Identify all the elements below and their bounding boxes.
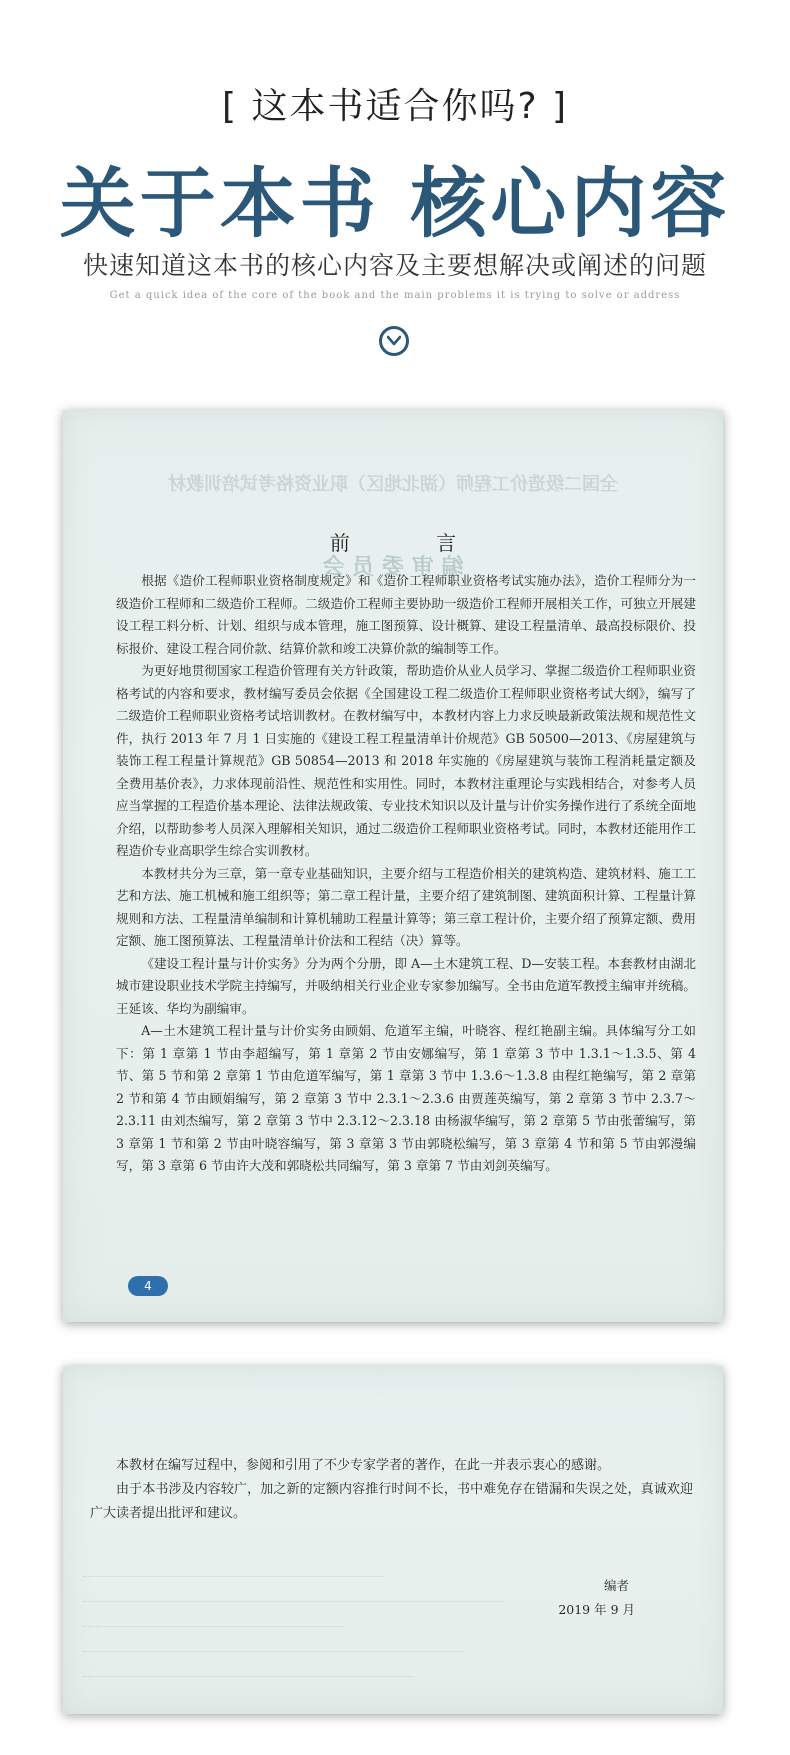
acknowledgement-paragraph: 由于本书涉及内容较广，加之新的定额内容推行时间不长，书中难免存在错漏和失误之处，真诚欢迎广大读者提出批评和建议。	[90, 1482, 693, 1521]
book-page-scan-preface	[63, 410, 723, 1322]
preface-paragraph: 本教材共分为三章，第一章专业基础知识，主要介绍与工程造价相关的建筑构造、建筑材料、施工工艺和方法、施工机械和施工组织等；第二章工程计量，主要介绍了建筑制图、建筑面积计算、工程量计算规则和方法、工程量清单编制和计算机辅助工程量计算等；第三章工程计价，主要介绍了预算定额、费用定额、施工图预算法、工程量清单计价法和工程结（决）算等。	[116, 865, 696, 948]
section-tag: [ 这本书适合你吗? ]	[221, 86, 569, 127]
section-description-en: Get a quick idea of the core of the book and the main problems it is trying to solve or address	[109, 290, 681, 301]
page-title: 关于本书 核心内容	[59, 159, 731, 248]
signature-block	[558, 1574, 635, 1622]
acknowledgement-body	[90, 1454, 693, 1526]
section-description: 快速知道这本书的核心内容及主要想解决或阐述的问题	[82, 251, 707, 280]
signature-author: 编者	[603, 1578, 629, 1593]
chevron-down-icon	[387, 335, 401, 347]
signature-date: 2019 年 9 月	[558, 1602, 635, 1617]
acknowledgement-paragraph: 本教材在编写过程中，参阅和引用了不少专家学者的著作，在此一并表示衷心的感谢。	[116, 1458, 611, 1473]
page-number-badge: 4	[128, 1276, 168, 1296]
preface-body	[116, 570, 696, 1178]
scroll-down-button[interactable]	[379, 326, 409, 356]
book-page-scan-acknowledgement	[63, 1366, 723, 1714]
bleed-through-text: 编 审 委 员 会	[322, 555, 464, 580]
preface-paragraph: 为更好地贯彻国家工程造价管理有关方针政策，帮助造价从业人员学习、掌握二级造价工程师职业资格考试的内容和要求，教材编写委员会依据《全国建设工程二级造价工程师职业资格考试大纲》，编写了二级造价工程师职业资格考试培训教材。在教材编写中，本教材内容上力求反映最新政策法规和规范性文件，执行 2013 年 7 月 1 日实施的《建设工程工程量清单计价规范》GB 50500—2013、《房屋建筑与装饰工程工程量计算规范》GB 50854—2013 和 2018 年实施的《房屋建筑与装饰工程消耗量定额及全费用基价表》，力求体现前沿性、规范性和实用性。同时，本教材注重理论与实践相结合，对参考人员应当掌握的工程造价基本理论、法律法规政策、专业技术知识以及计量与计价实务操作进行了系统全面地介绍，以帮助参考人员深入理解相关知识，通过二级造价工程师职业资格考试。同时，本教材还能用作工程造价专业高职学生综合实训教材。	[116, 663, 696, 858]
preface-paragraph: A—土木建筑工程计量与计价实务由顾娟、危道军主编，叶晓容、程红艳副主编。具体编写分工如下：第 1 章第 1 节由李超编写，第 1 章第 2 节由安娜编写，第 1 章第 3 节中 1.3.1～1.3.5、第 4 节、第 5 节和第 2 章第 1 节由危道军编写，第 1 章第 3 节中 1.3.6～1.3.8 由程红艳编写，第 2 章第 2 节和第 4 节由顾娟编写，第 2 章第 3 节中 2.3.1～2.3.6 由贾莲英编写，第 2 章第 3 节中 2.3.7～2.3.11 由刘杰编写，第 2 章第 3 节中 2.3.12～2.3.18 由杨淑华编写，第 2 章第 5 节由张蕾编写，第 3 章第 1 节和第 2 节由叶晓容编写，第 3 章第 3 节由郭晓松编写，第 3 章第 4 节和第 5 节由郭漫编写，第 3 章第 6 节由许大茂和郭晓松共同编写，第 3 章第 7 节由刘剑英编写。	[116, 1023, 696, 1173]
preface-title: 前 言	[329, 531, 497, 555]
preface-paragraph: 《建设工程计量与计价实务》分为两个分册，即 A—土木建筑工程、D—安装工程。本套教材由湖北城市建设职业技术学院主持编写，并吸纳相关行业企业专家参加编写。全书由危道军教授主编审并统稿。王延该、华均为副编审。	[116, 955, 696, 1016]
bleed-through-text: 全国二级造价工程师（湖北地区）职业资格考试培训教材	[168, 474, 618, 495]
preface-paragraph: 根据《造价工程师职业资格制度规定》和《造价工程师职业资格考试实施办法》，造价工程师分为一级造价工程师和二级造价工程师。二级造价工程师主要协助一级造价工程师开展相关工作，可独立开展建设工程工料分析、计划、组织与成本管理，施工图预算、设计概算、建设工程量清单、最高投标限价、投标报价、建设工程合同价款、结算价款和竣工决算价款的编制等工作。	[116, 573, 696, 656]
